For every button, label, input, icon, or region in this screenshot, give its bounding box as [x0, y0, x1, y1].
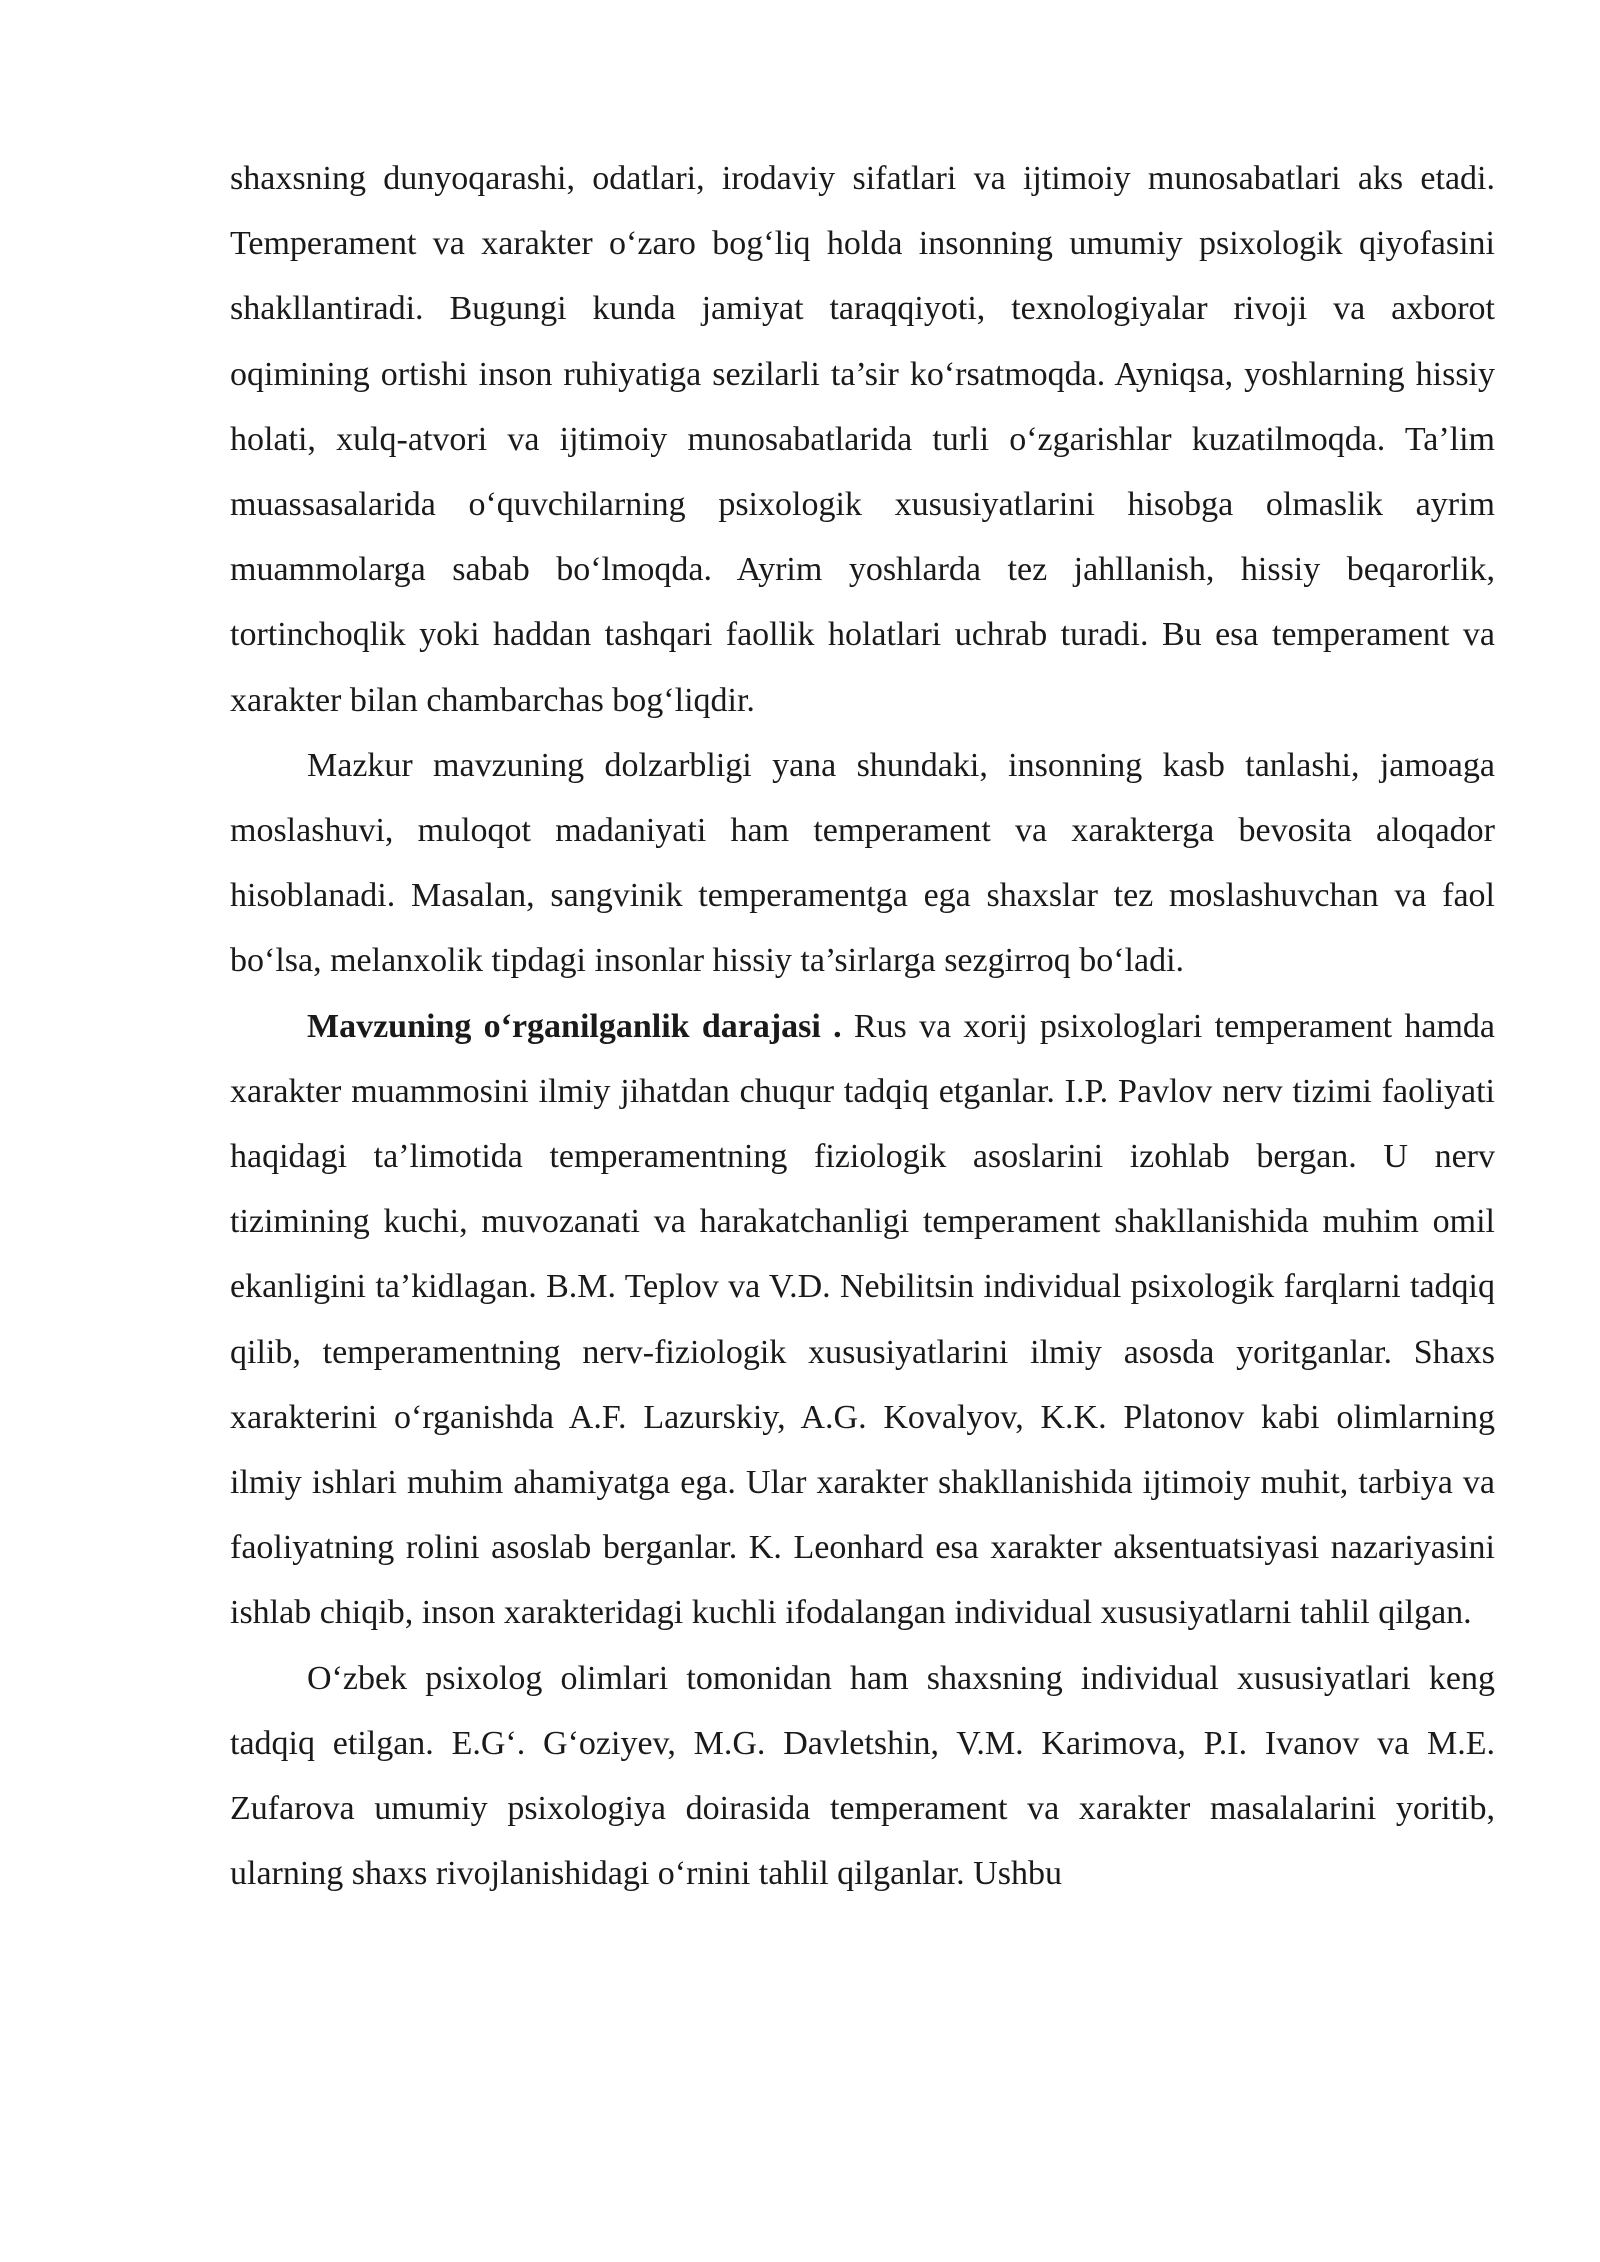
paragraph-1-text: shaxsning dunyoqarashi, odatlari, irodaviy sifatlari va ijtimoiy munosabatlari aks etadi. Temperament va xarakter o‘zaro bog‘liq holda insonning umumiy psixologik qiyofasini shakllantiradi. Bugungi kunda jamiyat taraqqiyoti, texnologiyalar rivoji va axborot oqimining ortishi inson ruhiyatiga sezilarli ta’sir ko‘rsatmoqda. Ayniqsa, yoshlarning hissiy holati, xulq-atvori va ijtimoiy munosabatlarida turli o‘zgarishlar kuzatilmoqda. Ta’lim muassasalarida o‘quvchilarning psixologik xususiyatlarini hisobga olmaslik ayrim muammolarga sabab bo‘lmoqda. Ayrim yoshlarda tez jahllanish, hissiy beqarorlik, tortinchoqlik yoki haddan tashqari faollik holatlari uchrab turadi. Bu esa temperament va xarakter bilan chambarchas bog‘liqdir. [230, 160, 1495, 719]
paragraph-1 [230, 146, 1495, 733]
paragraph-2 [230, 733, 1495, 994]
paragraph-4-text: O‘zbek psixolog olimlari tomonidan ham shaxsning individual xususiyatlari keng tadqiq etilgan. E.G‘. G‘oziyev, M.G. Davletshin, V.M. Karimova, P.I. Ivanov va M.E. Zufarova umumiy psixologiya doirasida temperament va xarakter masalalarini yoritib, ularning shaxs rivojlanishidagi o‘rnini tahlil qilganlar. Ushbu [230, 1659, 1495, 1893]
document-page [230, 146, 1495, 1906]
section-heading-inline: Mavzuning o‘rganilganlik darajasi . [307, 1007, 842, 1045]
paragraph-3 [230, 994, 1495, 1646]
paragraph-2-text: Mazkur mavzuning dolzarbligi yana shundaki, insonning kasb tanlashi, jamoaga moslashuvi, muloqot madaniyati ham temperament va xarakterga bevosita aloqador hisoblanadi. Masalan, sangvinik temperamentga ega shaxslar tez moslashuvchan va faol bo‘lsa, melanxolik tipdagi insonlar hissiy ta’sirlarga sezgirroq bo‘ladi. [230, 746, 1495, 980]
paragraph-3-text: Rus va xorij psixologlari temperament hamda xarakter muammosini ilmiy jihatdan chuqur tadqiq etganlar. I.P. Pavlov nerv tizimi faoliyati haqidagi ta’limotida temperamentning fiziologik asoslarini izohlab bergan. U nerv tizimining kuchi, muvozanati va harakatchanligi temperament shakllanishida muhim omil ekanligini ta’kidlagan. B.M. Teplov va V.D. Nebilitsin individual psixologik farqlarni tadqiq qilib, temperamentning nerv-fiziologik xususiyatlarini ilmiy asosda yoritganlar. Shaxs xarakterini o‘rganishda A.F. Lazurskiy, A.G. Kovalyov, K.K. Platonov kabi olimlarning ilmiy ishlari muhim ahamiyatga ega. Ular xarakter shakllanishida ijtimoiy muhit, tarbiya va faoliyatning rolini asoslab berganlar. K. Leonhard esa xarakter aksentuatsiyasi nazariyasini ishlab chiqib, inson xarakteridagi kuchli ifodalangan individual xususiyatlarni tahlil qilgan. [230, 1007, 1495, 1632]
paragraph-4 [230, 1646, 1495, 1907]
